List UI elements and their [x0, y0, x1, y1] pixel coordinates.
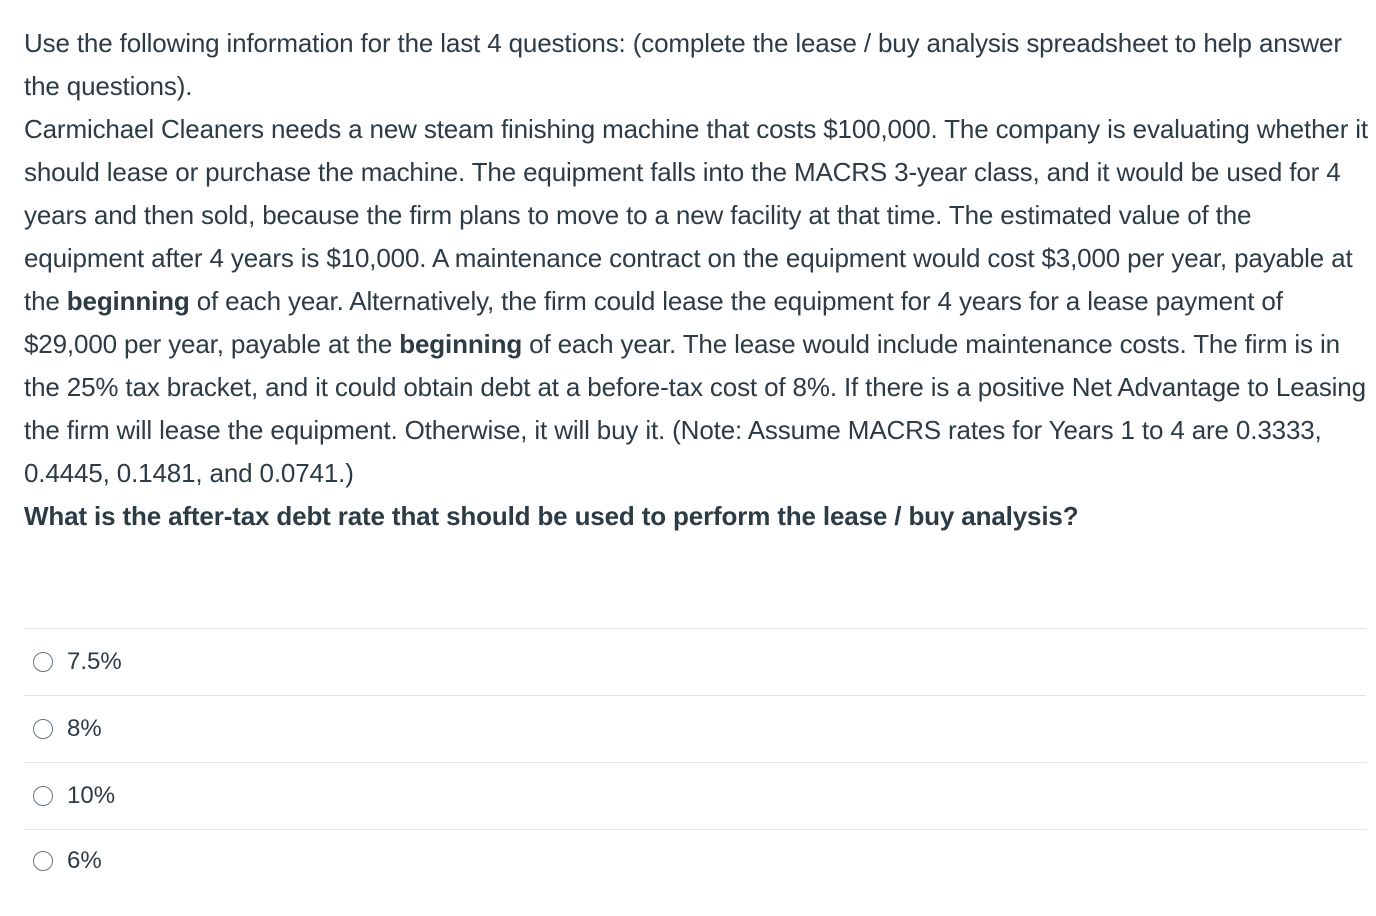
question-scenario	[24, 108, 1369, 495]
scenario-text-2: of each year. Alternatively, the firm could lease the equipment for 4 years for a lease payment of $29,000 per year, payable at the	[24, 286, 1283, 359]
answer-label[interactable]: 7.5%	[67, 648, 122, 675]
scenario-text-1: Carmichael Cleaners needs a new steam finishing machine that costs $100,000. The company is evaluating whether it should lease or purchase the machine. The equipment falls into the MACRS 3-year class, and it would be used for 4 years and then sold, because the firm plans to move to a new facility at that time. The estimated value of the equipment after 4 years is $10,000. A maintenance contract on the equipment would cost $3,000 per year, payable at the	[24, 114, 1368, 316]
radio-button-icon[interactable]	[33, 652, 53, 672]
question-block	[24, 22, 1369, 538]
radio-button-icon[interactable]	[33, 851, 53, 871]
radio-button-icon[interactable]	[33, 719, 53, 739]
scenario-text-3: of each year. The lease would include maintenance costs. The firm is in the 25% tax bracket, and it could obtain debt at a before-tax cost of 8%. If there is a positive Net Advantage to Leasing the firm will lease the equipment. Otherwise, it will buy it. (Note: Assume MACRS rates for Years 1 to 4 are 0.3333, 0.4445, 0.1481, and 0.0741.)	[24, 329, 1366, 488]
question-intro: Use the following information for the last 4 questions: (complete the lease / buy analysis spreadsheet to help answer the questions).	[24, 28, 1342, 101]
answer-option[interactable]	[24, 628, 1366, 695]
answer-label[interactable]: 6%	[67, 846, 102, 874]
answer-label[interactable]: 8%	[67, 715, 102, 742]
scenario-bold-2: beginning	[399, 329, 523, 359]
scenario-bold-1: beginning	[66, 286, 190, 316]
answer-list	[24, 628, 1366, 891]
question-text	[24, 22, 1369, 495]
answer-option[interactable]	[24, 829, 1366, 891]
radio-button-icon[interactable]	[33, 786, 53, 806]
answer-option[interactable]	[24, 695, 1366, 762]
question-prompt: What is the after-tax debt rate that should be used to perform the lease / buy analysis?	[24, 501, 1079, 531]
answer-label[interactable]: 10%	[67, 782, 116, 809]
answer-option[interactable]	[24, 762, 1366, 829]
